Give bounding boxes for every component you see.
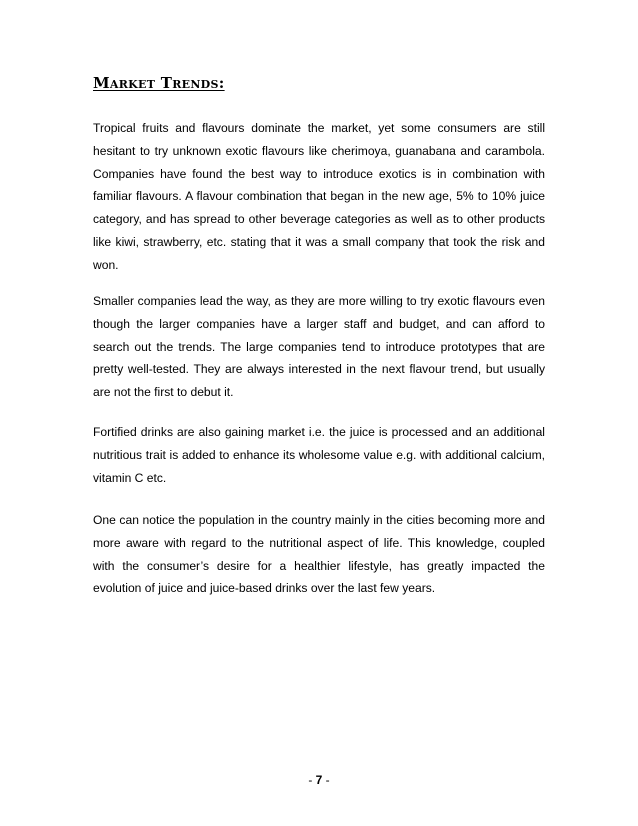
page-number bbox=[0, 773, 638, 787]
paragraph-nutrition-awareness: One can notice the population in the country mainly in the cities becoming more and more aware with regard to the nutritional aspect of life. This knowledge, coupled with the consumer’s desire for a healthier lifestyle, has greatly impacted the evolution of juice and juice-based drinks over the last few years. bbox=[93, 513, 545, 596]
page-number-suffix: - bbox=[322, 773, 330, 787]
paragraph-smaller-companies: Smaller companies lead the way, as they are more willing to try exotic flavours even though the larger companies have a larger staff and budget, and can afford to search out the trends. The large companies tend to introduce prototypes that are pretty well-tested. They are always interested in the next flavour trend, but usually are not the first to debut it. bbox=[93, 294, 545, 400]
paragraph-fortified-drinks: Fortified drinks are also gaining market i.e. the juice is processed and an additional nutritious trait is added to enhance its wholesome value e.g. with additional calcium, vitamin C etc. bbox=[93, 425, 545, 485]
page-number-value: 7 bbox=[315, 773, 323, 787]
section-heading: Market Trends: bbox=[93, 74, 225, 92]
paragraph-tropical-flavours: Tropical fruits and flavours dominate the market, yet some consumers are still hesitant to try unknown exotic flavours like cherimoya, guanabana and carambola. Companies have found the best way to introduce exotics is in combination with familiar flavours. A flavour combination that began in the new age, 5% to 10% juice category, and has spread to other beverage categories as well as to other products like kiwi, strawberry, etc. stating that it was a small company that took the risk and won. bbox=[93, 121, 545, 272]
page-number-prefix: - bbox=[308, 773, 316, 787]
